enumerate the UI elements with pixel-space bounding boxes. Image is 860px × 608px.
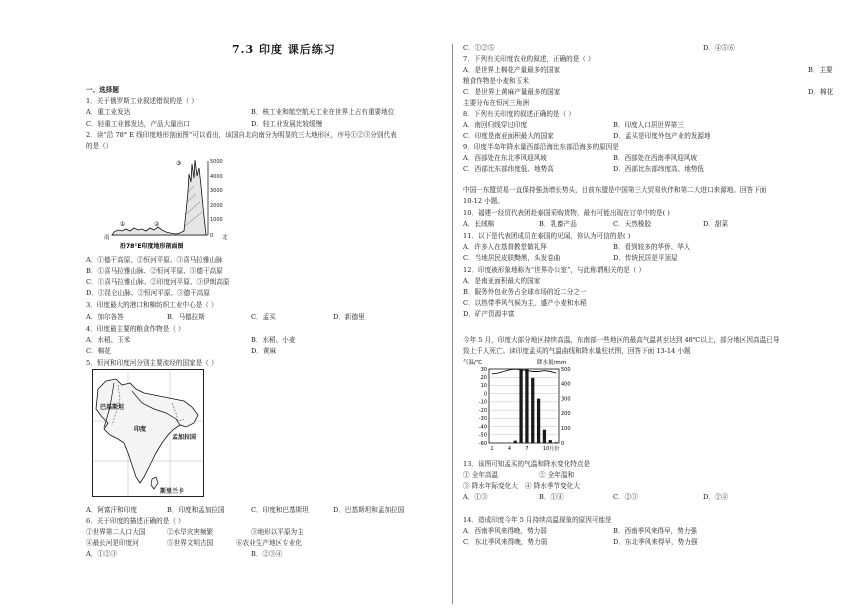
q4-option-a: A．水稻、玉米 (86, 336, 131, 344)
q5-option-c: C．印度和巴基斯坦 (251, 506, 309, 514)
precip-axis-label: 降水量/mm (537, 360, 567, 366)
precip-tick: 400 (561, 381, 571, 388)
map-label-sri-lanka: 斯里兰卡 (160, 488, 185, 495)
q13-statement-4: ④ 降水季节变化大 (525, 482, 580, 490)
q5-option-d: D．巴基斯坦和孟加拉国 (333, 506, 405, 514)
profile-tick-4000: 4000 (210, 174, 223, 180)
precip-bar-m6 (519, 369, 522, 443)
precipitation-bars (490, 369, 557, 443)
q7-option-b-cont: 粮食作物是小麦和玉米 (463, 77, 529, 85)
q6-statement-4: ④最长河是印度河 (86, 539, 139, 547)
precip-bar-m7 (525, 369, 528, 443)
q14-stem: 14．造成印度今年 5 月持续高温现象的原因可能是 (463, 516, 612, 524)
q11-option-d: D．传统民居是平顶屋 (613, 254, 678, 262)
precip-tick: 300 (561, 396, 571, 403)
q1-option-c: C．轻重工业都发达，产品大量出口 (86, 120, 190, 128)
profile-mark-2: ② (154, 221, 160, 228)
q13-option-c: C．②③ (613, 493, 638, 501)
q9-option-b: B．西部处在西南季风迎风坡 (613, 154, 697, 162)
profile-tick-2000: 2000 (210, 203, 223, 209)
q13-option-d: D．②④ (703, 493, 729, 501)
temp-tick: -50 (478, 432, 487, 439)
temp-tick: 0 (483, 391, 487, 398)
month-tick: 7 (525, 446, 529, 452)
precip-tick: 200 (561, 411, 571, 418)
right-column (463, 0, 835, 608)
q12-option-a: A．是南亚面积最大的国家 (463, 277, 541, 285)
precip-bar-m12 (554, 442, 557, 443)
profile-south-label: 南 (104, 235, 110, 241)
q6-statement-5: ⑤世界文明古国 (167, 539, 214, 547)
q3-option-b: B．马德拉斯 (167, 313, 205, 321)
q13-option-a: A．①③ (463, 493, 488, 501)
section-heading: 一、选择题 (86, 86, 119, 94)
q14-option-d: D．东北季风来得早，势力强 (613, 538, 698, 546)
q9-stem: 9．印度半岛年降水量西部沿海比东部沿海多的原因是 (463, 143, 619, 151)
temp-tick: -20 (478, 407, 487, 414)
month-ticks (490, 445, 559, 452)
precip-bar-m9 (537, 399, 540, 443)
q1-option-b: B．核工业和航空航天工业在世界上占有重要地位 (251, 108, 395, 116)
q7-option-d: D．棉花 (808, 88, 834, 96)
q5-option-a: A．阿富汗和印度 (86, 506, 137, 514)
q1-option-d: D．轻工业发展比较缓慢 (251, 120, 323, 128)
q13-statement-3: ③ 降水年际变化大 (463, 482, 518, 490)
left-column (86, 0, 432, 608)
q14-option-b: B．西南季风来得早，势力强 (613, 527, 697, 535)
passage-asean-cont: 10-12 小题。 (463, 197, 504, 205)
climate-grid (489, 369, 559, 443)
q5-option-b: B．印度和孟加拉国 (167, 506, 225, 514)
q4-option-d: D．黄麻 (251, 347, 277, 355)
profile-tick-3000: 3000 (210, 188, 223, 194)
q6-option-a: A．①②③ (86, 550, 118, 558)
q14-option-a: A．西南季风来得晚，势力弱 (463, 527, 547, 535)
passage-heatwave: 今年 5 月，印度大部分地区持续高温，东南部一些地区的最高气温甚至达到 48℃以上，部分地区因高温已导 (463, 336, 780, 344)
q7-option-b: B．主要 (808, 66, 833, 74)
q8-option-d: D．孟买是印度外包产业的发源地 (613, 132, 711, 140)
q8-option-a: A．南回归线穿过印度 (463, 121, 528, 129)
precip-bar-m5 (514, 441, 517, 443)
q7-option-d-cont: 主要分布在恒河三角洲 (463, 99, 529, 107)
q9-option-d: D．西部比东部纬度高、地势低 (613, 165, 705, 173)
q3-stem: 3．印度最大的港口和棉纺织工业中心是（ ） (86, 301, 218, 309)
q13-stem: 13．该图可知孟买的气温和降水变化特点是 (463, 460, 591, 468)
q12-option-c: C．以热带季风气候为主，盛产小麦和水稻 (463, 299, 587, 307)
profile-tick-0: 0 (210, 233, 214, 239)
profile-mark-1: ① (120, 221, 126, 228)
q5-stem: 5．恒河和印度河分别主要流经的国家是（ ） (86, 359, 218, 367)
q11-stem: 11．以下是代表团成员在泰国的见闻，你认为可信的是( ) (463, 232, 631, 240)
q12-stem: 12．印度被形象地称为“世界办公室”，与此称谓相关的是（ ） (463, 266, 646, 274)
q10-option-d: D．甜菜 (703, 220, 729, 228)
q8-option-b: B．印度人口居世界第三 (613, 121, 684, 129)
q14-option-c: C．东北季风来得晚，势力弱 (463, 538, 548, 546)
precip-bar-m8 (531, 378, 534, 443)
q13-statement-2: ② 全年温和 (539, 471, 575, 479)
south-asia-map (92, 369, 204, 497)
month-tick: 10月份 (542, 446, 560, 452)
q3-option-d: D．新德里 (333, 313, 365, 321)
temp-tick: 30 (480, 366, 487, 373)
column-divider (452, 44, 453, 604)
precip-tick: 0 (561, 440, 565, 447)
q9-option-c: C．西部比东部纬度低、地势高 (463, 165, 554, 173)
precipitation-ticks (561, 367, 571, 447)
profile-ticks (210, 159, 223, 239)
q11-option-b: B．看到较多的华侨、华人 (613, 243, 691, 251)
terrain-profile-figure (90, 152, 240, 252)
q10-stem: 10．福建一经贸代表团赴泰国采购货物，最有可能出现在订单中的是( ) (463, 209, 670, 217)
q2-option-c: C．①喜马拉雅山脉、②印度河平原、③伊朗高原 (86, 278, 230, 286)
q11-option-c: C．当地居民皮肤黝黑，头发卷曲 (463, 254, 561, 262)
q2-stem-cont: 的是（） (86, 142, 113, 150)
q11-option-a: A．许多人在基督教堂做礼拜 (463, 243, 547, 251)
q4-option-b: B．水稻、小麦 (251, 336, 296, 344)
q9-option-a: A．西部处在东北季风迎风坡 (463, 154, 547, 162)
q12-option-b: B．服务外包业务占全球市场的近二分之一 (463, 288, 587, 296)
temp-tick: 10 (480, 383, 487, 390)
q12-option-d: D．矿产资源丰富 (463, 310, 515, 318)
q6-statement-1: ①世界第二人口大国 (86, 528, 146, 536)
passage-asean: 中国一东盟贸易一直保持强劲增长势头，目前东盟是中国第三大贸易伙伴和第二大进口来源地。回答下面 (463, 186, 767, 194)
precip-bar-m11 (549, 440, 552, 443)
q6-stem: 6．关于印度的描述正确的是（ ） (86, 517, 185, 525)
q7-stem: 7．下列有关印度农业的叙述，正确的是（ ） (463, 55, 595, 63)
precip-tick: 100 (561, 426, 571, 432)
profile-caption: 沿78°E印度地形剖面图 (120, 243, 184, 250)
temp-axis-label: 气温/℃ (463, 360, 483, 366)
temp-tick: -30 (478, 416, 487, 423)
month-tick: 1 (490, 446, 494, 452)
month-tick: 4 (507, 446, 512, 452)
precip-tick: 500 (561, 366, 571, 373)
profile-mark-3: ③ (176, 160, 182, 167)
temp-tick: -10 (478, 399, 487, 406)
profile-north-label: 北 (222, 235, 228, 241)
q6-statement-6: ⑥农业生产地区专业化 (236, 539, 302, 547)
q4-stem: 4．印度最主要的粮食作物是（ ） (86, 325, 185, 333)
temperature-ticks (479, 367, 487, 447)
chart-frame (489, 369, 559, 443)
q10-option-c: C．天然橡胶 (613, 220, 652, 228)
q1-stem: 1．关于俄罗斯工业叙述错误的是（ ） (86, 97, 198, 105)
q8-stem: 8．下列有关印度的叙述正确的是（ ） (463, 110, 575, 118)
mumbai-climate-chart (463, 357, 593, 457)
map-label-india: 印度 (134, 426, 147, 433)
profile-tick-5000: 5000 (210, 159, 223, 165)
q6-option-c: C．①②⑤ (463, 44, 495, 52)
q2-option-b: B．①喜马拉雅山脉、②恒河平原、③德干高原 (86, 267, 223, 275)
page-title: 7.3 印度 课后练习 (232, 43, 336, 56)
q2-option-a: A．①德干高原、②恒河平原、③喜马拉雅山脉 (86, 256, 223, 264)
q4-option-c: C．棉花 (86, 347, 111, 355)
q13-option-b: B．①④ (539, 493, 564, 501)
profile-tick-1000: 1000 (210, 217, 223, 223)
q6-option-b: B．②③④ (251, 550, 283, 558)
temp-tick: -40 (478, 424, 487, 431)
q3-option-c: C．孟买 (251, 313, 276, 321)
q13-statement-1: ① 全年高温 (463, 471, 499, 479)
q10-option-b: B．乳畜产品 (539, 220, 577, 228)
temp-tick: -60 (478, 440, 487, 447)
q7-option-c: C．是世界上黄麻产量最多的国家 (463, 88, 561, 96)
q8-option-c: C．印度是南亚面积最大的国家 (463, 132, 554, 140)
temp-tick: 20 (480, 375, 487, 382)
map-label-bangladesh: 孟加拉国 (172, 434, 197, 441)
q2-option-d: D．①昆仑山脉、②恒河平原、③德干高原 (86, 289, 210, 297)
temperature-curve (492, 369, 556, 374)
q6-option-d: D．④⑤⑥ (703, 44, 735, 52)
passage-heatwave-cont: 致上千人死亡。读印度孟买的气温曲线和降水量柱状图，回答下面 13-14 小题 (463, 347, 691, 355)
precip-bar-m10 (543, 430, 546, 443)
q1-option-a: A．重工业发达 (86, 108, 131, 116)
q7-option-a: A．是世界上棉花产量最多的国家 (463, 66, 561, 74)
q6-statement-2: ②水旱灾害频繁 (167, 528, 214, 536)
map-label-pakistan: 巴基斯坦 (100, 404, 125, 411)
q2-stem: 2．读“沿 78° E 线印度地形剖面图”可以看出，该国自北向南分为明显的三大地形区，序号①②③分别代表 (86, 131, 397, 139)
q6-statement-3: ③地形以平原为主 (251, 528, 304, 536)
q10-option-a: A．长绒棉 (463, 220, 495, 228)
q3-option-a: A．加尔各答 (86, 313, 124, 321)
